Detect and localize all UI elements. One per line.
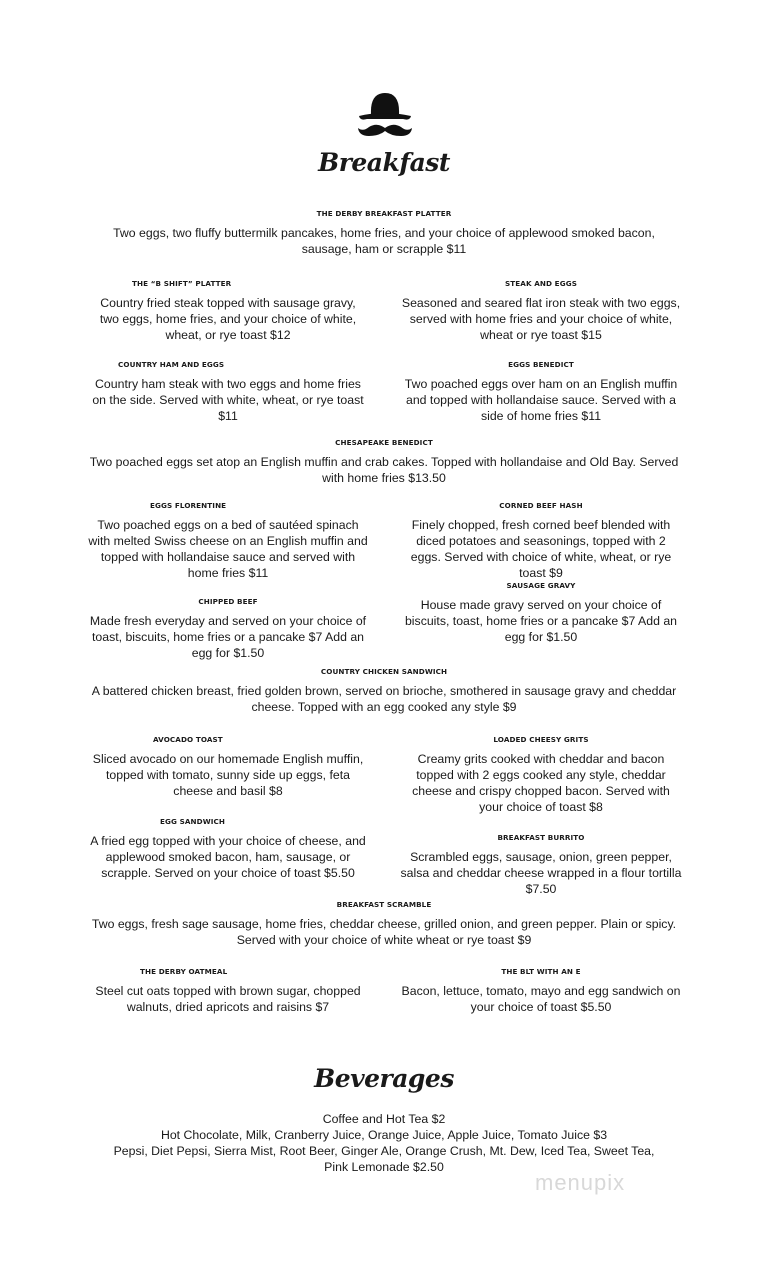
bowler-hat-mustache-logo <box>355 90 415 142</box>
beverage-line: Pepsi, Diet Pepsi, Sierra Mist, Root Beer, Ginger Ale, Orange Crush, Mt. Dew, Iced Tea, Sweet Tea, Pink Lemonade $2.50 <box>113 1144 655 1174</box>
item-description: Country fried steak topped with sausage gravy, two eggs, home fries, and your choice of white, wheat, or rye toast $12 <box>99 296 357 342</box>
menu-item <box>88 209 680 257</box>
item-name: SAUSAGE GRAVY <box>506 581 576 590</box>
menu-item <box>88 438 680 486</box>
item-name: LOADED CHEESY GRITS <box>493 735 589 744</box>
item-name: EGG SANDWICH <box>160 817 226 826</box>
item-description: Finely chopped, fresh corned beef blended with diced potatoes and seasonings, topped with 2 eggs. Served with choice of white, wheat, or rye toast $9 <box>410 518 672 580</box>
menu-item <box>88 501 368 581</box>
item-description: Made fresh everyday and served on your choice of toast, biscuits, home fries or a pancake $7 Add an egg for $1.50 <box>89 614 367 660</box>
beverage-line: Hot Chocolate, Milk, Cranberry Juice, Orange Juice, Apple Juice, Tomato Juice $3 <box>160 1128 608 1142</box>
beverages-heading: Beverages <box>314 1064 454 1093</box>
menu-item <box>88 967 368 1015</box>
menu-item <box>400 833 682 897</box>
item-description: A battered chicken breast, fried golden brown, served on brioche, smothered in sausage gravy and cheddar cheese. Topped with an egg cooked any style $9 <box>91 684 677 714</box>
item-name: COUNTRY HAM AND EGGS <box>118 360 225 369</box>
item-name: BREAKFAST BURRITO <box>497 833 585 842</box>
item-description: Country ham steak with two eggs and home fries on the side. Served with white, wheat, or rye toast $11 <box>92 377 364 423</box>
item-description: Sliced avocado on our homemade English muffin, topped with tomato, sunny side up eggs, feta cheese and basil $8 <box>92 752 364 798</box>
item-name: CORNED BEEF HASH <box>499 501 583 510</box>
item-name: CHIPPED BEEF <box>198 597 258 606</box>
item-description: Steel cut oats topped with brown sugar, chopped walnuts, dried apricots and raisins $7 <box>95 984 361 1014</box>
menu-item <box>400 279 682 343</box>
menu-item <box>400 735 682 815</box>
item-name: CHESAPEAKE BENEDICT <box>335 438 433 447</box>
menu-item <box>90 279 366 343</box>
item-name: THE DERBY BREAKFAST PLATTER <box>316 209 452 218</box>
beverage-line: Coffee and Hot Tea $2 <box>322 1112 446 1126</box>
item-name: THE DERBY OATMEAL <box>140 967 228 976</box>
menu-item <box>88 735 368 799</box>
item-name: AVOCADO TOAST <box>153 735 223 744</box>
item-name: STEAK AND EGGS <box>505 279 577 288</box>
item-description: Scrambled eggs, sausage, onion, green pepper, salsa and cheddar cheese wrapped in a flour tortilla $7.50 <box>400 850 682 896</box>
menu-item <box>88 817 368 881</box>
item-description: Bacon, lettuce, tomato, mayo and egg sandwich on your choice of toast $5.50 <box>401 984 681 1014</box>
menu-item <box>88 597 368 661</box>
item-description: Creamy grits cooked with cheddar and bacon topped with 2 eggs cooked any style, cheddar cheese and crispy chopped bacon. Served with your choice of toast $8 <box>412 752 670 814</box>
item-name: THE “B SHIFT” PLATTER <box>132 279 232 288</box>
menu-item <box>88 900 680 948</box>
breakfast-heading: Breakfast <box>318 148 450 177</box>
watermark: menupix <box>535 1170 626 1195</box>
item-description: Two poached eggs set atop an English muffin and crab cakes. Topped with hollandaise and Old Bay. Served with home fries $13.50 <box>89 455 679 485</box>
menu-item <box>400 967 682 1015</box>
item-description: House made gravy served on your choice of biscuits, toast, home fries or a pancake $7 Add an egg for $1.50 <box>404 598 678 644</box>
item-name: COUNTRY CHICKEN SANDWICH <box>320 667 448 676</box>
item-name: EGGS BENEDICT <box>508 360 574 369</box>
item-description: Two eggs, fresh sage sausage, home fries, cheddar cheese, grilled onion, and green pepper. Plain or spicy. Served with your choice of white wheat or rye toast $9 <box>91 917 677 947</box>
item-name: THE BLT WITH AN E <box>501 967 581 976</box>
item-name: EGGS FLORENTINE <box>150 501 227 510</box>
item-description: A fried egg topped with your choice of cheese, and applewood smoked bacon, ham, sausage, or scrapple. Served on your choice of toast $5.50 <box>90 834 366 880</box>
beverage-list <box>100 1111 668 1175</box>
menu-item <box>400 360 682 424</box>
menu-item <box>88 360 368 424</box>
item-description: Two eggs, two fluffy buttermilk pancakes, home fries, and your choice of applewood smoked bacon, sausage, ham or scrapple $11 <box>113 226 655 256</box>
menu-item <box>82 667 686 715</box>
item-description: Two poached eggs over ham on an English muffin and topped with hollandaise sauce. Served with a side of home fries $11 <box>404 377 678 423</box>
menu-item <box>400 581 682 645</box>
item-description: Two poached eggs on a bed of sautéed spinach with melted Swiss cheese on an English muffin and topped with hollandaise sauce and served with home fries $11 <box>88 518 368 580</box>
item-name: BREAKFAST SCRAMBLE <box>336 900 432 909</box>
item-description: Seasoned and seared flat iron steak with two eggs, served with home fries and your choice of white, wheat or rye toast $15 <box>401 296 681 342</box>
menu-item <box>400 501 682 581</box>
